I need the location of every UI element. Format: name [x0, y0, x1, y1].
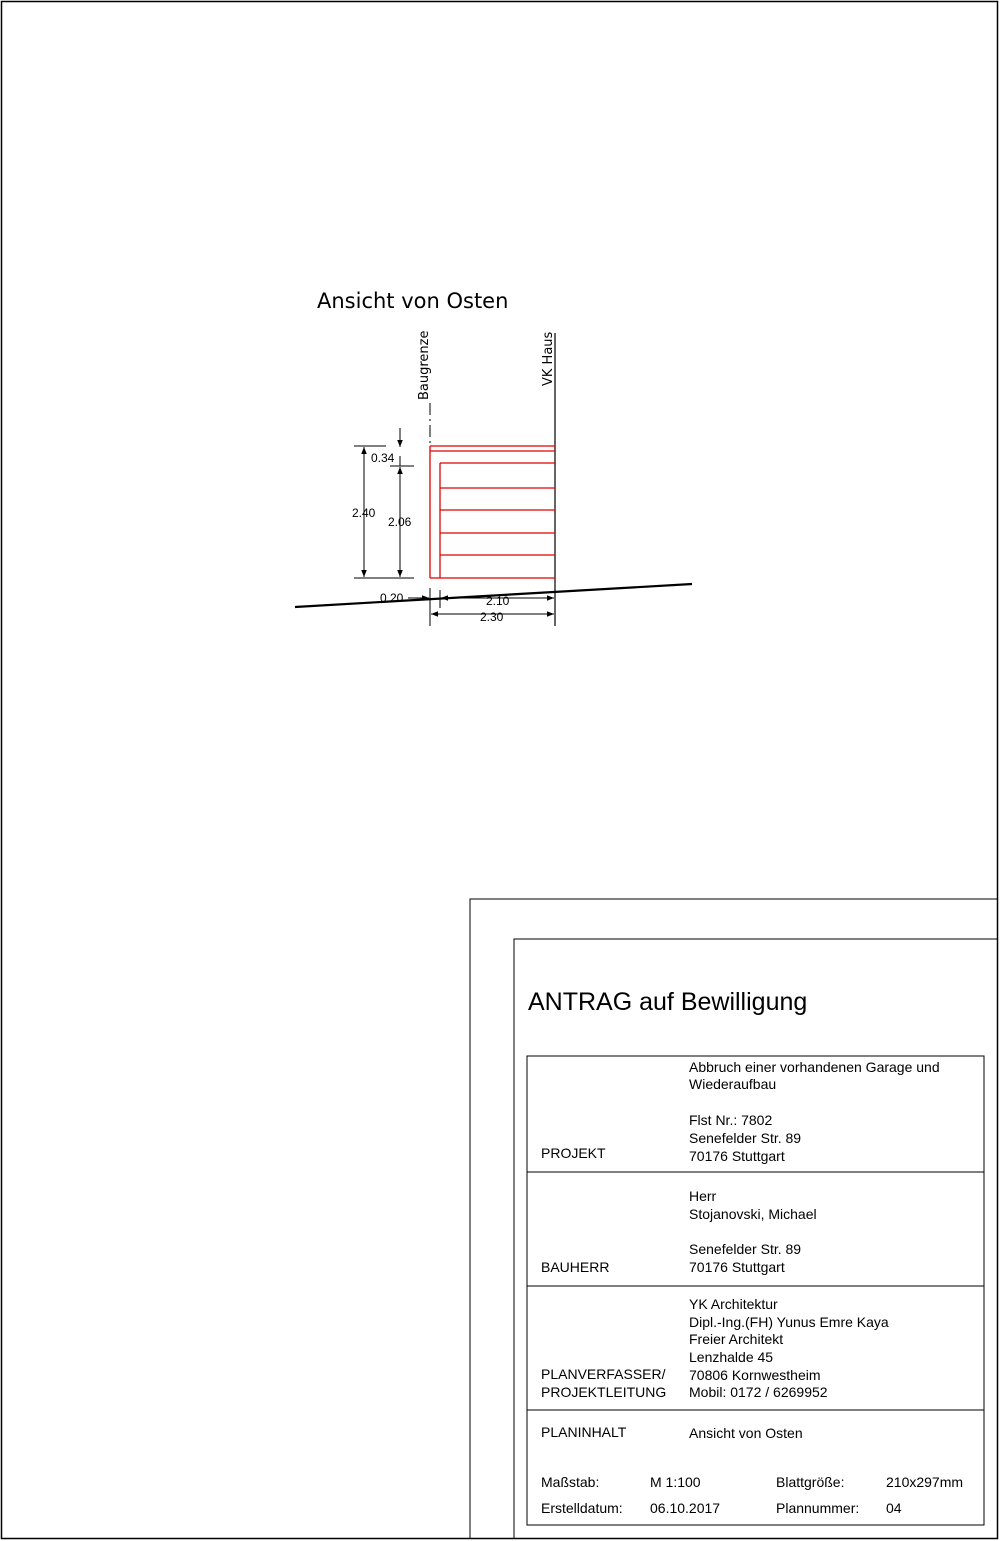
- bauherr-line: Senefelder Str. 89: [689, 1241, 802, 1257]
- projekt-line: Abbruch einer vorhandenen Garage und: [689, 1059, 940, 1075]
- bauherr-info: [689, 1188, 817, 1275]
- planverfasser-line: Lenzhalde 45: [689, 1349, 774, 1365]
- projekt-line: Flst Nr.: 7802: [689, 1112, 773, 1128]
- erstelldatum-value: 06.10.2017: [650, 1500, 721, 1516]
- dim-total-height: 2.40: [352, 506, 376, 520]
- baugrenze-label: Baugrenze: [417, 330, 432, 400]
- projekt-line: Wiederaufbau: [689, 1076, 777, 1092]
- projekt-line: 70176 Stuttgart: [689, 1148, 785, 1164]
- planverfasser-label: PLANVERFASSER/: [541, 1366, 666, 1382]
- projektleitung-label: PROJEKTLEITUNG: [541, 1384, 667, 1400]
- massstab-value: M 1:100: [650, 1474, 701, 1490]
- bauherr-line: 70176 Stuttgart: [689, 1259, 785, 1275]
- projekt-info: [689, 1059, 940, 1164]
- erstelldatum-label: Erstelldatum:: [541, 1500, 623, 1516]
- planverfasser-line: Mobil: 0172 / 6269952: [689, 1384, 828, 1400]
- bauherr-label: BAUHERR: [541, 1259, 610, 1275]
- dim-door-height: 2.06: [388, 515, 412, 529]
- drawing-title: Ansicht von Osten: [317, 289, 509, 313]
- plannummer-label: Plannummer:: [776, 1500, 860, 1516]
- blattgroesse-label: Blattgröße:: [776, 1474, 845, 1490]
- planinhalt-label: PLANINHALT: [541, 1424, 627, 1440]
- garage-elevation: [430, 446, 555, 578]
- planverfasser-line: Dipl.-Ing.(FH) Yunus Emre Kaya: [689, 1314, 889, 1330]
- dim-roof: 0.34: [371, 451, 395, 465]
- dim-offset: 0.20: [380, 591, 404, 605]
- projekt-label: PROJEKT: [541, 1145, 606, 1161]
- planverfasser-line: YK Architektur: [689, 1296, 778, 1312]
- plannummer-value: 04: [886, 1500, 902, 1516]
- planverfasser-line: Freier Architekt: [689, 1331, 784, 1347]
- title-block-heading: ANTRAG auf Bewilligung: [528, 988, 808, 1016]
- projekt-line: Senefelder Str. 89: [689, 1130, 802, 1146]
- vk-haus-label: VK Haus: [541, 331, 556, 386]
- bauherr-line: Stojanovski, Michael: [689, 1206, 817, 1222]
- planverfasser-info: [689, 1296, 889, 1400]
- bauherr-line: Herr: [689, 1188, 717, 1204]
- planverfasser-line: 70806 Kornwestheim: [689, 1367, 821, 1383]
- dim-door-width: 2.10: [486, 594, 510, 608]
- planinhalt-value: Ansicht von Osten: [689, 1425, 803, 1441]
- dim-total-width: 2.30: [480, 610, 504, 624]
- sheet-border: [2, 2, 998, 1539]
- blattgroesse-value: 210x297mm: [886, 1474, 964, 1490]
- massstab-label: Maßstab:: [541, 1474, 600, 1490]
